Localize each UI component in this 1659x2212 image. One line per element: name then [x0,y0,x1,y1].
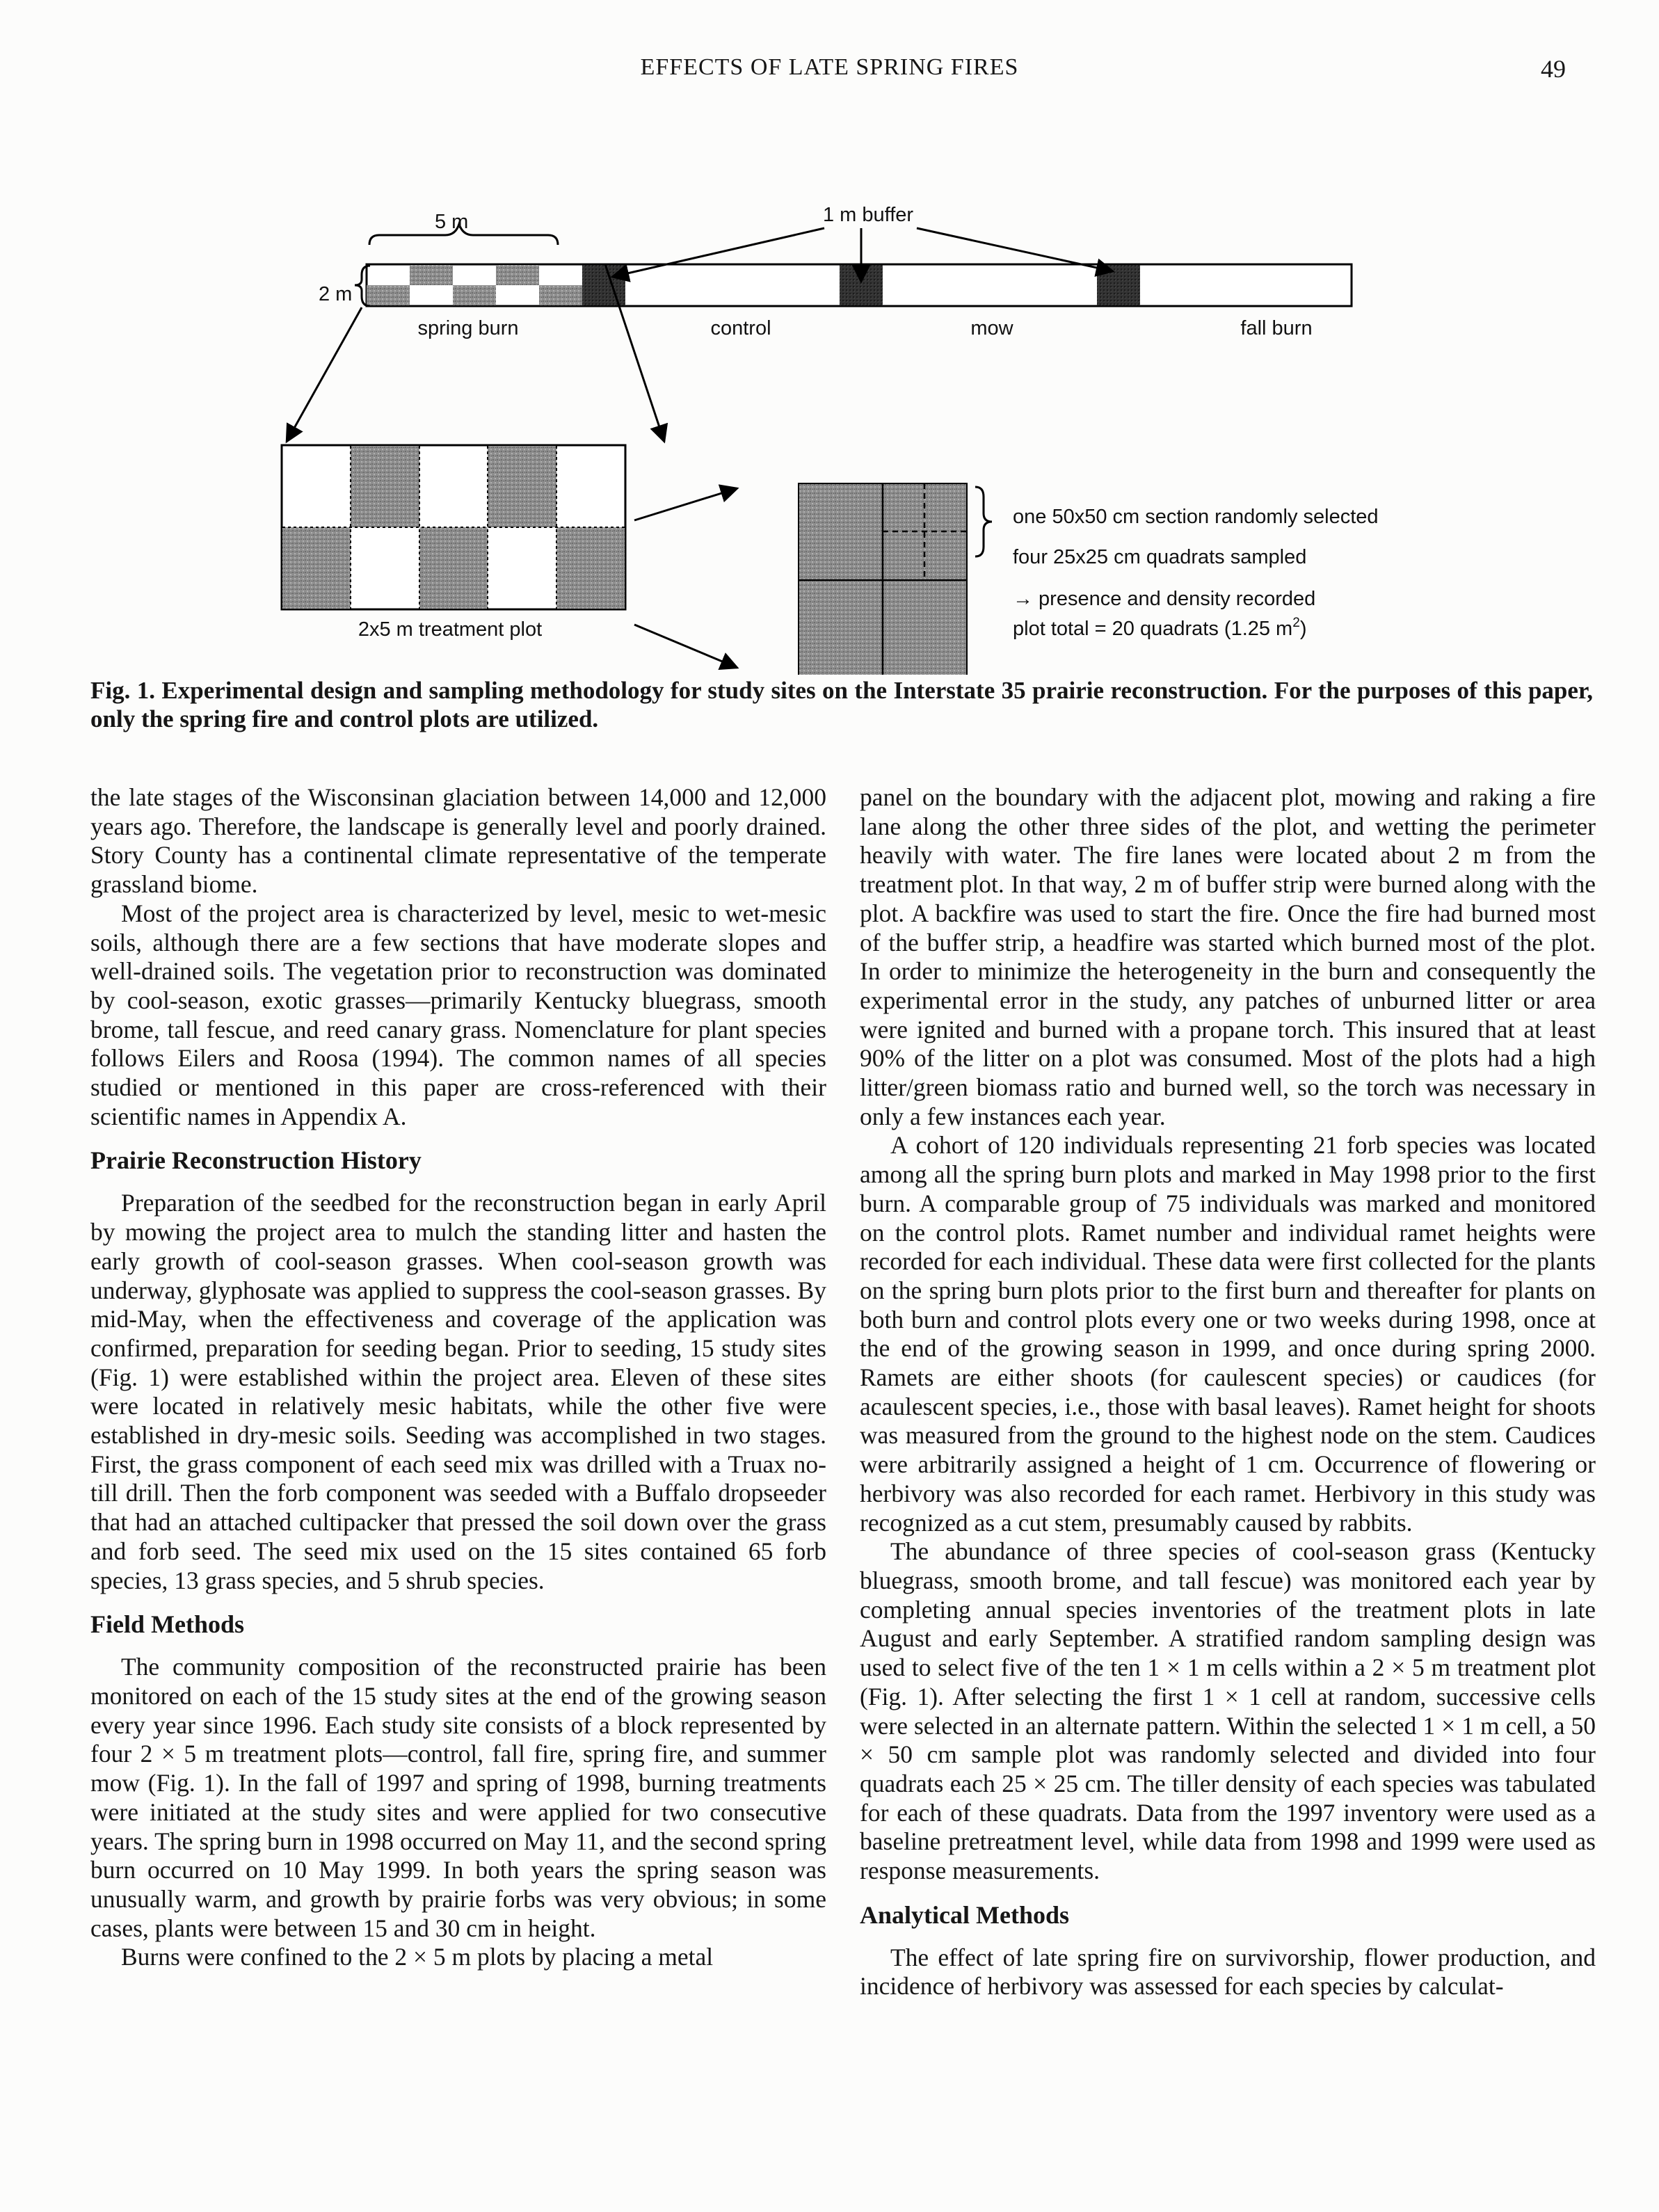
label-spring-burn: spring burn [417,317,519,339]
running-head: EFFECTS OF LATE SPRING FIRES [640,54,1019,80]
section-heading-field-methods: Field Methods [90,1610,244,1639]
treatment-plot [282,445,625,609]
paragraph: The effect of late spring fire on survivorship, flower production, and incidence of herbivory was assessed for each species by calculat- [860,1943,1596,2001]
figure-1-diagram [0,0,1659,675]
paragraph: A cohort of 120 individuals representing 21 forb species was located among all the spring burn plots and marked in May 1998 prior to the first burn. A comparable group of 75 individuals was marked and monitored on the control plots. Ramet number and individual ramet heights were recorded for each individual. These data were first collected for the plants on the spring burn plots prior to the first burn and thereafter for plants on both burn and control plots every one or two weeks during 1998, once at the end of the growing season in 1999, and once during spring 2000. Ramets are either shoots (for caulescent species) or caudices (for acaulescent species, i.e., those with basal leaves). Ramet height for shoots was measured from the ground to the highest node on the stem. Caudices were arbitrarily assigned a height of 1 cm. Occurrence of flowering or herbivory was also recorded for each ramet. Herbivory in this study was recognized as a cut stem, presumably caused by rabbits. [860,1131,1596,1537]
section-heading-prairie-reconstruction-history: Prairie Reconstruction History [90,1146,422,1175]
label-mow: mow [970,317,1013,339]
label-quadrats: four 25x25 cm quadrats sampled [1013,546,1307,568]
label-fall-burn: fall burn [1240,317,1313,339]
paragraph: Most of the project area is characterized by level, mesic to wet-mesic soils, although there are a few sections that have moderate slopes and well-drained soils. The vegetation prior to reconstruction was dominated by cool-season, exotic grasses—primarily Kentucky bluegrass, smooth brome, tall fescue, and reed canary grass. Nomenclature for plant species follows Eilers and Roosa (1994). The common names of all species studied or mentioned in this paper are cross-referenced with their scientific names in Appendix A. [90,899,826,1130]
paragraph: The abundance of three species of cool-season grass (Kentucky bluegrass, smooth brome, and tall fescue) was monitored each year by completing annual species inventories of the treatment plots in late August and early September. A stratified random sampling design was used to select five of the ten 1 × 1 m cells within a 2 × 5 m treatment plot (Fig. 1). After selecting the first 1 × 1 cell at random, successive cells were selected in an alternate pattern. Within the selected 1 × 1 m cell, a 50 × 50 cm sample plot was randomly selected and divided into four quadrats each 25 × 25 cm. The tiller density of each species was tabulated for each of these quadrats. Data from the 1997 inventory were used as a baseline pretreatment level, while data from 1998 and 1999 were used as response measurements. [860,1537,1596,1885]
label-buffer: 1 m buffer [823,204,914,226]
paragraph: the late stages of the Wisconsinan glaciation between 14,000 and 12,000 years ago. Therefore, the landscape is generally level and poorly drained. Story County has a continental climate representative of the temperate grassland biome. [90,783,826,899]
right-column [860,783,1596,2001]
buffer-strip-1 [582,265,625,305]
label-plot-total: plot total = 20 quadrats (1.25 $m^2$) [1013,616,1307,640]
brace-section [975,487,992,556]
paragraph: Preparation of the seedbed for the reconstruction began in early April by mowing the project area to mulch the standing litter and hasten the early growth of cool-season grasses. When cool-season growth was underway, glyphosate was applied to suppress the cool-season grasses. By mid-May, when the effectiveness and coverage of the application was confirmed, preparation for seeding began. Prior to seeding, 15 study sites (Fig. 1) were established within the project area. Eleven of these sites were located in relatively mesic habitats, while the other five were established in dry-mesic soils. Seeding was accomplished in two stages. First, the grass component of each seed mix was drilled with a Truax no-till drill. Then the forb component was seeded with a Buffalo dropseeder that had an attached cultipacker that pressed the soil down over the grass and forb seed. The seed mix used on the 15 sites contained 65 forb species, 13 grass species, and 5 shrub species. [90,1189,826,1594]
paragraph: Burns were confined to the 2 × 5 m plots by placing a metal [121,1943,714,1971]
label-presence: → presence and density recorded [1013,588,1316,610]
label-treatment-plot: 2x5 m treatment plot [358,618,543,641]
figure-caption: Fig. 1. Experimental design and sampling methodology for study sites on the Interstate 35 prairie reconstruction. For the purposes of this paper, only the spring fire and control plots are utilized. [90,677,1593,732]
label-2m: 2 m [319,283,353,305]
paragraph: The community composition of the reconstructed prairie has been monitored on each of the 15 study sites at the end of the growing season every year since 1996. Each study site consists of a block represented by four 2 × 5 m treatment plots—control, fall fire, spring fire, and summer mow (Fig. 1). In the fall of 1997 and spring of 1998, burning treatments were initiated at the study sites and were applied for two consecutive years. The spring burn in 1998 occurred on May 11, and the second spring burn occurred on 10 May 1999. In both years the spring season was unusually warm, and growth by prairie forbs was very obvious; in some cases, plants were between 15 and 30 cm in height. [90,1653,826,1942]
section-heading-analytical-methods: Analytical Methods [860,1900,1069,1929]
left-column [90,783,826,1972]
site-block-strip [367,264,1352,306]
sample-section [799,483,967,675]
page-number: 49 [1541,55,1566,83]
label-5m: 5 m [435,211,469,233]
paragraph: panel on the boundary with the adjacent plot, mowing and raking a fire lane along the other three sides of the plot, and wetting the perimeter heavily with water. The fire lanes were located about 2 m from the treatment plot. In that way, 2 m of buffer strip were burned along with the plot. A backfire was used to start the fire. Once the fire had burned most of the buffer strip, a headfire was started which burned most of the plot. In order to minimize the heterogeneity in the burn and consequently the experimental error in the study, any patches of unburned litter or area were ignited and burned with a propane torch. This insured that at least 90% of the litter on a plot was consumed. Most of the plots had a high litter/green biomass ratio and burned well, so the torch was necessary in only a few instances each year. [860,783,1596,1130]
label-section: one 50x50 cm section randomly selected [1013,506,1379,528]
buffer-strip-3 [1097,265,1140,305]
label-control: control [710,317,771,339]
